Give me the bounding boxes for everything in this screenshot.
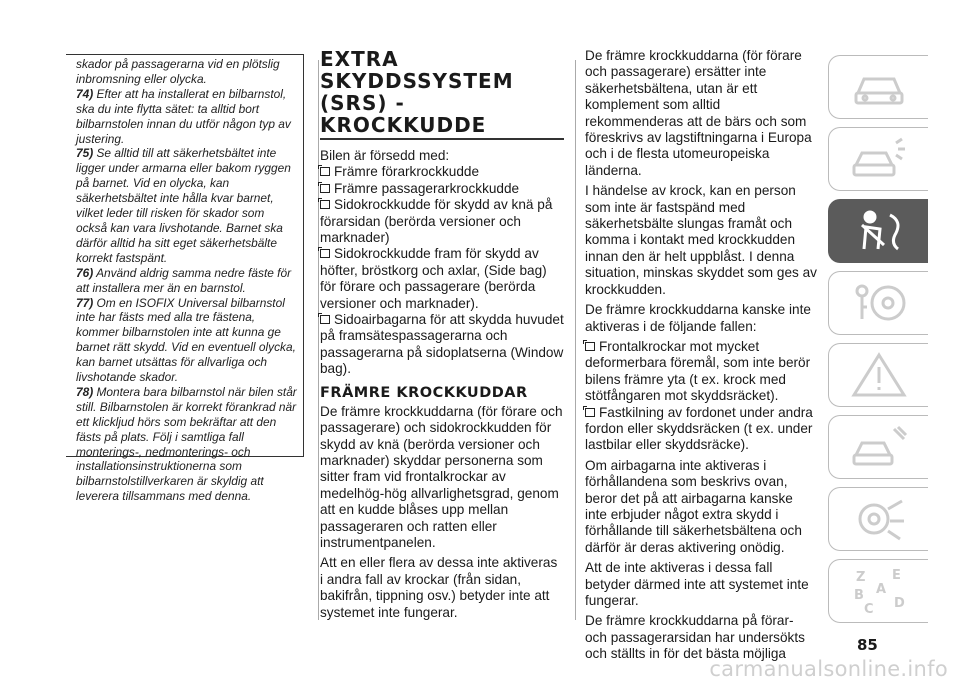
svg-text:E: E [891, 568, 901, 583]
bullet-icon [320, 249, 330, 258]
note-74: 74) Efter att ha installerat en bilbarnstol, ska du inte flytta sätet: ta alltid bort bilbarnstolen innan du utför någon typ av justering. [76, 86, 291, 146]
svg-text:D: D [893, 596, 905, 611]
seat-safety-airbag-icon [850, 207, 908, 255]
paragraph: Att en eller flera av dessa inte aktiveras i andra fall av krockar (från sidan, bakifrån, tippning osv.) betyder inte att systemet inte fungerar. [320, 555, 558, 620]
bullet-icon [585, 342, 595, 351]
list-item: Sidokrockkudde för skydd av knä på förarsidan (berörda versioner och marknader) [320, 197, 553, 246]
warning-notes-box [66, 54, 304, 504]
list-item: Främre passagerarkrockkudde [320, 181, 564, 197]
tab-car-overview[interactable] [828, 55, 928, 119]
tab-index[interactable] [828, 559, 928, 623]
bullet-icon [320, 200, 330, 209]
paragraph: Att de inte aktiveras i dessa fall betyder därmed inte att systemet inte fungerar. [585, 560, 809, 608]
car-overview-icon [850, 63, 908, 111]
bullet-icon [320, 167, 330, 176]
column-divider [575, 60, 576, 620]
svg-text:B: B [853, 588, 864, 603]
car-lights-icon [850, 135, 908, 183]
note-75: 75) Se alltid till att säkerhetsbältet inte ligger under armarna eller bakom ryggen på barnet. Vid en olycka, kan säkerhetsbältet inte hålla kvar barnet, vilket leder till risken för skador som också kan vara livshotande. Barnet ska därför alltid ha sitt eget säkerhetsbälte korrekt fastspänt. [76, 146, 291, 265]
airbag-section [320, 48, 564, 625]
list-item: Sidoairbagarna för att skydda huvudet på framsätespassagerarna och passagerarna på sidoplatserna (Window bag). [320, 312, 564, 377]
svg-text:C: C [863, 602, 874, 615]
bullet-icon [320, 184, 330, 193]
section-heading: EXTRA SKYDDSSYSTEM (SRS) - KROCKKUDDE [320, 47, 514, 137]
paragraph: Om airbagarna inte aktiveras i förhållandena som beskrivs ovan, beror det på att airbagarna kanske inte erbjuder något extra skydd i förhållande till säkerhetsbältena och därför är deras aktivering onödig. [585, 457, 802, 555]
intro-text: Bilen är försedd med: [320, 148, 450, 163]
bullet-icon [585, 408, 595, 417]
car-service-icon [850, 423, 908, 471]
airbag-section-continued [585, 48, 817, 667]
tab-start-drive[interactable] [828, 271, 928, 335]
index-letters-icon [850, 567, 908, 615]
list-item: Sidokrockkudde fram för skydd av höfter, bröstkorg och axlar, (Side bag) för förare och passagerare (berörda versioner och marknader). [320, 246, 547, 311]
tab-car-lights[interactable] [828, 127, 928, 191]
tab-emergency[interactable] [828, 343, 928, 407]
subheading: FRÄMRE KROCKKUDDAR [320, 384, 528, 401]
page-number: 85 [857, 636, 878, 654]
technical-data-icon [850, 495, 908, 543]
list-item: Fastkilning av fordonet under andra fordon eller skyddsräcken (t ex. under lastbilar eller skyddsräcke). [585, 404, 813, 453]
paragraph: De främre krockkuddarna (för förare och passagerare) och sidokrockkudden för skydd av knä (berörda versioner och marknader) skyddar personerna som sitter fram vid frontalkrockar av medelhög-hög allvarlighetsgrad, genom att en kudde blåses upp mellan passageraren och ratten eller instrumentpanelen. [320, 403, 563, 550]
tab-service[interactable] [828, 415, 928, 479]
warning-triangle-icon [850, 351, 908, 399]
list-item: Frontalkrockar mot mycket deformerbara föremål, som inte berör bilens främre yta (t ex. krock med stötfångaren mot skyddsräcket). [585, 338, 811, 404]
bullet-icon [320, 315, 330, 324]
svg-text:Z: Z [855, 570, 865, 585]
paragraph: I händelse av krock, kan en person som inte är fastspänd med säkerhetsbälte slungas framåt och komma i kontakt med krockkudden innan den är helt uppblåst. I denna situation, minskas skyddet som ges av krockkudden. [585, 183, 817, 297]
note-77: 77) Om en ISOFIX Universal bilbarnstol inte har fästs med alla tre fästena, kommer bilbarnstolen inte att kunna ge barnet rätt skydd. Vid en eventuell olycka, kan barnet utsättas för allvarliga och livshotande skador. [76, 295, 296, 385]
svg-text:A: A [875, 582, 886, 597]
chapter-tabs [828, 55, 928, 631]
intro-note: skador på passagerarna vid en plötslig inbromsning eller olycka. [76, 57, 280, 86]
tab-technical-data[interactable] [828, 487, 928, 551]
key-steering-wheel-icon [850, 279, 908, 327]
heading-rule [320, 138, 564, 140]
note-78: 78) Montera bara bilbarnstol när bilen står still. Bilbarnstolen är korrekt förankrad när ett klickljud hörs som bekräftar att den fästs på plats. Följ i samtliga fall monterings-, nedmonterings- och installationsinstruktionerna som bilbarnstolstillverkaren är skyldig att leverera tillsammans med denna. [76, 384, 297, 504]
paragraph: De främre krockkuddarna kanske inte aktiveras i de följande fallen: [585, 302, 811, 334]
tab-safety[interactable] [828, 199, 928, 263]
list-item: Främre förarkrockkudde [320, 164, 564, 180]
column-divider [318, 60, 319, 620]
paragraph: De främre krockkuddarna på förar- och passagerarsidan har undersökts och ställts in för det bästa möjliga [585, 613, 805, 662]
paragraph: De främre krockkuddarna (för förare och passagerare) ersätter inte säkerhetsbältena, utan är ett komplement som alltid rekommenderas att de bärs och som föreskrivs av lagstiftningarna i Europa och i de flesta utomeuropeiska länderna. [585, 48, 812, 178]
note-76: 76) Använd aldrig samma nedre fäste för att installera mer än en barnstol. [76, 265, 292, 295]
footer-watermark: carmanualsonline.info [709, 657, 948, 681]
